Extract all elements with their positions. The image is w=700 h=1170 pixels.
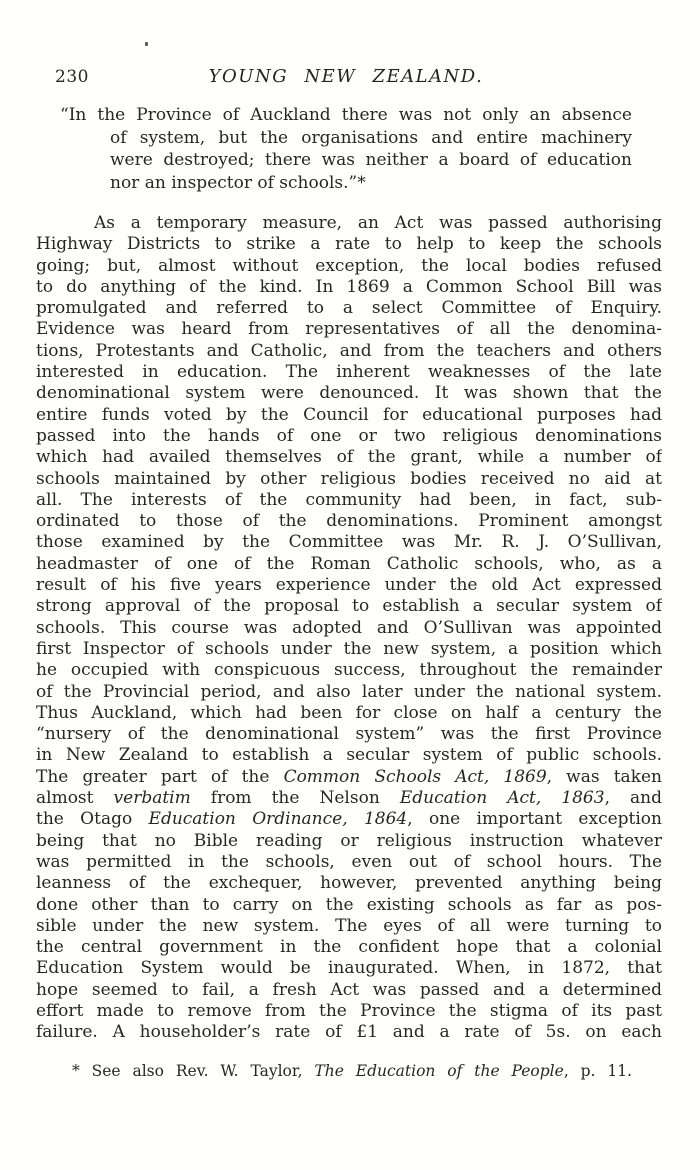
text-run: all. The interests of the community had been, in fact, sub- (36, 489, 662, 510)
text-line (36, 745, 662, 766)
text-run: the Otago (36, 809, 149, 830)
text-run: * See also Rev. W. Taylor, (72, 1062, 315, 1080)
text-run: were destroyed; there was neither a board of education (110, 150, 632, 171)
text-run: headmaster of one of the Roman Catholic schools, who, as a (36, 553, 662, 574)
text-line (36, 1022, 662, 1043)
text-run: from the Nelson (190, 788, 400, 809)
text-line (36, 256, 662, 277)
text-line (36, 980, 662, 1001)
text-line (36, 575, 662, 596)
italic-run: The Education of the People (314, 1062, 564, 1080)
text-run: effort made to remove from the Province the stigma of its past (36, 1000, 662, 1021)
text-run: denominational system were denounced. It was shown that the (36, 383, 662, 404)
text-run: sible under the new system. The eyes of all were turning to (36, 915, 662, 936)
text-line (36, 319, 662, 340)
text-run: Highway Districts to strike a rate to help to keep the schools (36, 234, 662, 255)
text-run: leanness of the exchequer, however, prevented anything being (36, 873, 662, 894)
text-run: tions, Protestants and Catholic, and from the teachers and others (36, 340, 662, 361)
text-line (36, 873, 662, 894)
text-line (36, 362, 662, 383)
text-run: As a temporary measure, an Act was passed authorising (94, 213, 662, 233)
text-line (36, 660, 662, 681)
text-run: which had availed themselves of the grant, while a number of (36, 447, 662, 468)
text-run: , p. 11. (563, 1062, 632, 1080)
text-line (36, 383, 662, 404)
text-run: being that no Bible reading or religious instruction whatever (36, 830, 662, 851)
text-line (36, 958, 662, 979)
text-run: of the Provincial period, and also later under the national system. (36, 681, 662, 702)
text-line (36, 831, 662, 852)
text-run: The greater part of the (36, 766, 284, 787)
text-line (36, 724, 662, 745)
text-line (36, 767, 662, 788)
text-run: nor an inspector of schools.”* (110, 172, 366, 193)
text-run: , one important exception (407, 809, 662, 830)
text-line (36, 682, 662, 703)
text-line (72, 1061, 632, 1083)
text-run: result of his five years experience under the old Act expressed (36, 575, 662, 596)
text-line (36, 937, 662, 958)
body-paragraph (36, 213, 662, 1044)
text-run: Thus Auckland, which had been for close on half a century the (36, 702, 662, 723)
text-run: Education System would be inaugurated. When, in 1872, that (36, 958, 662, 979)
text-line (36, 469, 662, 490)
text-line (36, 1001, 662, 1022)
text-line (36, 426, 662, 447)
text-line (36, 916, 662, 937)
text-line (36, 703, 662, 724)
text-run: of system, but the organisations and entire machinery (110, 127, 632, 148)
italic-run: Common Schools Act, 1869 (283, 766, 547, 787)
text-line (36, 341, 662, 362)
text-run: to do anything of the kind. In 1869 a Common School Bill was (36, 276, 662, 297)
text-line (60, 104, 632, 127)
text-line (60, 127, 632, 150)
text-run: , and (604, 788, 662, 809)
text-line (36, 809, 662, 830)
text-line (36, 234, 662, 255)
text-run: schools. This course was adopted and O’Sullivan was appointed (36, 617, 662, 638)
text-run: he occupied with conspicuous success, throughout the remainder (36, 660, 662, 681)
text-line (36, 511, 662, 532)
text-run: ordinated to those of the denominations. Prominent amongst (36, 511, 662, 532)
running-title: YOUNG NEW ZEALAND. (208, 66, 484, 87)
text-run: entire funds voted by the Council for educational purposes had (36, 404, 662, 425)
text-line (36, 277, 662, 298)
text-line (36, 852, 662, 873)
text-run: “nursery of the denominational system” was the first Province (36, 724, 662, 745)
text-line (36, 618, 662, 639)
page-header (0, 66, 700, 90)
text-run: in New Zealand to establish a secular system of public schools. (36, 745, 662, 766)
text-line (36, 639, 662, 660)
scan-speck (145, 42, 148, 46)
text-run: those examined by the Committee was Mr. R. J. O’Sullivan, (36, 532, 662, 553)
text-run: interested in education. The inherent weaknesses of the late (36, 362, 662, 383)
italic-run: verbatim (113, 788, 191, 809)
italic-run: Education Act, 1863 (399, 788, 605, 809)
text-line (36, 596, 662, 617)
text-run: strong approval of the proposal to establish a secular system of (36, 596, 662, 617)
text-line (36, 447, 662, 468)
text-run: failure. A householder’s rate of £1 and a rate of 5s. on each (36, 1022, 662, 1043)
footnote (72, 1061, 632, 1083)
text-line (36, 298, 662, 319)
text-line (36, 788, 662, 809)
text-run: Evidence was heard from representatives of all the denomina- (36, 319, 662, 340)
italic-run: Education Ordinance, 1864 (148, 809, 408, 830)
text-line (36, 895, 662, 916)
page-number: 230 (55, 67, 89, 87)
block-quote (60, 104, 632, 194)
text-line (36, 213, 662, 234)
text-line (36, 490, 662, 511)
text-run: done other than to carry on the existing schools as far as pos- (36, 894, 662, 915)
text-run: first Inspector of schools under the new system, a position which (36, 638, 662, 659)
text-line (60, 149, 632, 172)
text-run: was permitted in the schools, even out of school hours. The (36, 851, 662, 872)
text-run: going; but, almost without exception, the local bodies refused (36, 255, 662, 276)
text-line (36, 554, 662, 575)
text-run: promulgated and referred to a select Committee of Enquiry. (36, 298, 662, 319)
text-run: “In the Province of Auckland there was not only an absence (60, 105, 632, 125)
text-line (60, 172, 632, 195)
text-run: the central government in the confident hope that a colonial (36, 937, 662, 958)
text-run: hope seemed to fail, a fresh Act was passed and a determined (36, 979, 662, 1000)
text-line (36, 405, 662, 426)
text-run: schools maintained by other religious bodies received no aid at (36, 468, 662, 489)
text-run: passed into the hands of one or two religious denominations (36, 425, 662, 446)
text-run: , was taken (546, 766, 662, 787)
text-run: almost (36, 788, 114, 809)
text-line (36, 532, 662, 553)
